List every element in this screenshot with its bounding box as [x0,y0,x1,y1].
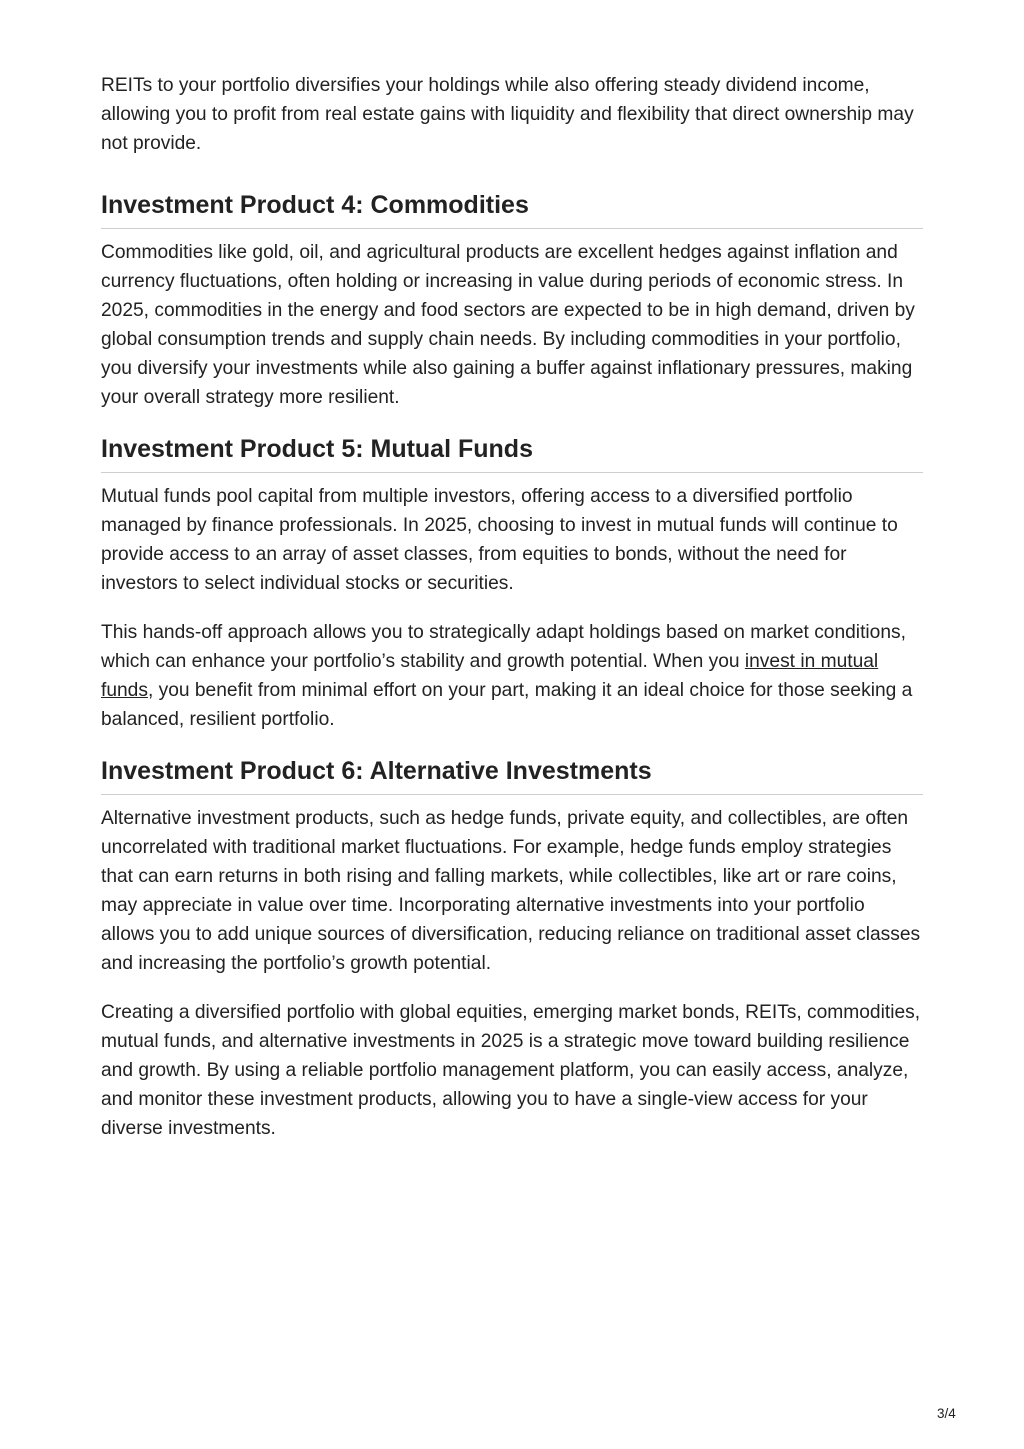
section-heading-mutual-funds: Investment Product 5: Mutual Funds [101,432,923,473]
mutual-funds-paragraph-2 [101,618,923,734]
section-heading-alternative-investments: Investment Product 6: Alternative Investments [101,754,923,795]
section-heading-commodities: Investment Product 4: Commodities [101,188,923,229]
mutual-funds-paragraph-2-after: , you benefit from minimal effort on your part, making it an ideal choice for those seeking a balanced, resilient portfolio. [101,680,913,730]
alternative-investments-paragraph: Alternative investment products, such as hedge funds, private equity, and collectibles, are often uncorrelated with traditional market fluctuations. For example, hedge funds employ strategies that can earn returns in both rising and falling markets, while collectibles, like art or rare coins, may appreciate in value over time. Incorporating alternative investments into your portfolio allows you to add unique sources of diversification, reducing reliance on traditional asset classes and increasing the portfolio’s growth potential. [101,808,921,974]
mutual-funds-paragraph-1: Mutual funds pool capital from multiple investors, offering access to a diversified portfolio managed by finance professionals. In 2025, choosing to invest in mutual funds will continue to provide access to an array of asset classes, from equities to bonds, without the need for investors to select individual stocks or securities. [101,486,898,594]
commodities-paragraph: Commodities like gold, oil, and agricultural products are excellent hedges against inflation and currency fluctuations, often holding or increasing in value during periods of economic stress. In 2025, commodities in the energy and food sectors are expected to be in high demand, driven by global consumption trends and supply chain needs. By including commodities in your portfolio, you diversify your investments while also gaining a buffer against inflationary pressures, making your overall strategy more resilient. [101,242,915,408]
mutual-funds-paragraph-2-before: This hands-off approach allows you to strategically adapt holdings based on market conditions, which can enhance your portfolio’s stability and growth potential. When you [101,622,906,672]
conclusion-paragraph: Creating a diversified portfolio with global equities, emerging market bonds, REITs, commodities, mutual funds, and alternative investments in 2025 is a strategic move toward building resilience and growth. By using a reliable portfolio management platform, you can easily access, analyze, and monitor these investment products, allowing you to have a single-view access for your diverse investments. [101,1002,921,1139]
intro-paragraph: REITs to your portfolio diversifies your holdings while also offering steady dividend income, allowing you to profit from real estate gains with liquidity and flexibility that direct ownership may not provide. [101,75,914,154]
page-number: 3/4 [937,1406,956,1421]
page-content [101,71,923,1163]
invest-in-mutual-funds-link[interactable]: invest in mutual funds [101,651,879,701]
